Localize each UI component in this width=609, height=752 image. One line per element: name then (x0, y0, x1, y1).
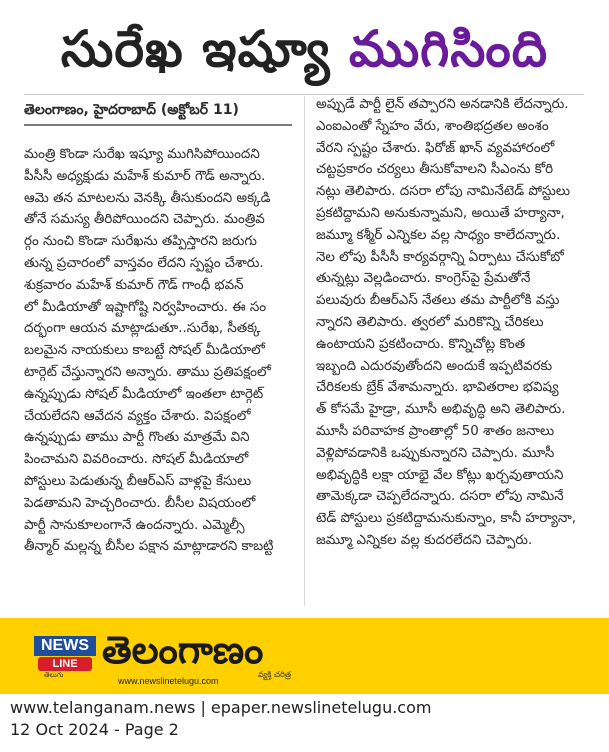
article-line: తున్న ప్రచారంలో వాస్తవం లేదని స్పష్టం చేశారు. (24, 255, 264, 271)
footer-date-page: 12 Oct 2024 - Page 2 (10, 720, 179, 739)
article-headline (0, 8, 609, 90)
article-line: చేరికలకు బ్రేక్ వేశామన్నారు. భావితరాల భవిష్య (316, 380, 559, 396)
article-line: మూసీ పరివాహక ప్రాంతాల్లో 50 శాతం జనాలు (316, 423, 555, 439)
article-line: పెడతామని హెచ్చరించారు. బీసీల విషయంలో (24, 495, 256, 511)
article-line: ఉంటాయని ప్రకటించారు. కొన్నిచోట్ల కొంత (316, 336, 526, 352)
article-line: అభివృద్ధికి లక్షా యాభై వేల కోట్లు ఖర్చవుతాయని (316, 467, 564, 483)
article-line: చట్టప్రకారం చర్యలు తీసుకోవాలని సీఎంను కోరి (316, 162, 554, 178)
article-line: ఎంఐఎంతో స్నేహం వేరు, శాంతిభద్రతల అంశం (316, 118, 549, 134)
logo-sub-text: తెలుగు (44, 671, 64, 679)
article-line: ప్రకటిద్దామని అనుకున్నామని, అయితే హర్యానా, (316, 205, 565, 221)
article-line: మంత్రి కొండా సురేఖ ఇష్యూ ముగిసిపోయిందని (24, 147, 260, 162)
article-line: తోనే సమస్య తీరిపోయిందని చెప్పారు. మంత్రివ (24, 212, 265, 228)
brand-tagline: వ్యక్తి చరిత్ర (258, 670, 292, 679)
article-line: ఉన్నప్పుడు సోషల్ మీడియాలో ఇంతలా టార్గెట్ (24, 386, 264, 402)
article-line: దర్భంగా ఆయన మాట్లాడుతూ..సురేఖ, సీతక్క (24, 321, 261, 337)
article-line: న్నారని తెలిపారు. త్వరలో మరికొన్ని చేరికలు (316, 314, 544, 330)
brand-url: www.newslinetelugu.com (118, 676, 219, 686)
article-line: పార్టీ సానుకూలంగానే ఉందన్నారు. ఎమ్మెల్సీ (24, 517, 245, 533)
article-line: టార్గెట్ చేస్తున్నారని అన్నారు. తాము ప్రతిపక్షంలో (24, 364, 271, 380)
article-line: ఆమె తన మాటలను వెనక్కి తీసుకుందని అక్కడి (24, 190, 271, 206)
article-column-right (316, 94, 594, 552)
article-line: తామెక్కడా చెప్పలేదన్నారు. దసరా లోపు నామినే (316, 489, 564, 505)
article-line: త్ కోసమే హైడ్రా, మూసీ అభివృద్ధి అని తెలిపారు. (316, 402, 566, 418)
article-line: పలువురు బీఆర్ఎస్ నేతలు తమ పార్టీలోకి వస్తు (316, 293, 560, 309)
headline-part-2: ముగిసింది (348, 20, 549, 78)
article-line: బలమైన నాయకులు కాబట్టే సోషల్ మీడియాలో (24, 343, 265, 359)
footer-links: www.telanganam.news | epaper.newslinetelugu.com (10, 698, 432, 717)
article-column-left (24, 144, 294, 558)
article-line: లో మీడియాతో ఇష్టాగోష్టి నిర్వహించారు. ఈ సం (24, 299, 267, 315)
article-line: పోస్టులు పెడుతున్న బీఆర్ఎస్ వాళ్లపై కేసులు (24, 473, 252, 489)
article-line: టెడ్ పోస్టులు ప్రకటిద్దామనుకున్నాం, కానీ హర్యానా, (316, 511, 577, 527)
newsline-logo (34, 636, 96, 679)
column-divider (304, 96, 305, 606)
article-line: వేరని స్పష్టం చేశారు. ఫిరోజ్ ఖాన్ వ్యవహారంలో (316, 140, 555, 156)
article-line: నెల లోపు పీసీసీ కార్యవర్గాన్ని ఏర్పాటు చేసుకోబో (316, 249, 564, 265)
article-line: వెళ్లిపోవడానికి ఒప్పుకున్నారని చెప్పారు. మూసీ (316, 445, 555, 461)
article-line: చేయలేదని ఆవేదన వ్యక్తం చేశారు. విపక్షంలో (24, 408, 251, 424)
headline-part-1: సురేఖ ఇష్యూ (60, 20, 331, 78)
article-line: జమ్మూ కశ్మీర్ ఎన్నికల వల్ల సాధ్యం కాలేదన్నారు. (316, 227, 561, 243)
article-line: పించామని వివరించారు. సోషల్ మీడియాలో (24, 452, 249, 468)
logo-line-text: LINE (38, 657, 92, 671)
dateline-rule (24, 124, 292, 126)
article-line: జమ్మూ ఎన్నికల వల్ల కుదరలేదని చెప్పారు. (316, 532, 533, 548)
article-line: అప్పుడే పార్టీ లైన్ తప్పారని అనడానికి లేదన్నారు. (316, 97, 569, 112)
article-line: పీసీసీ అధ్యక్షుడు మహేశ్ కుమార్ గౌడ్ అన్నారు. (24, 168, 266, 184)
dateline: తెలంగాణం, హైదరాబాద్ (అక్టోబర్ 11) (24, 102, 239, 118)
article-line: తున్నట్లు వెల్లడించారు. కాంగ్రెస్‌పై ప్రేమతోనే (316, 271, 531, 287)
article-line: ఇబ్బంది ఎదురవుతోందని అందుకే ఇప్పటివరకు (316, 358, 553, 374)
article-line: ర్గం నుంచి కొండా సురేఖను తప్పిస్తారని జరుగు (24, 234, 257, 250)
article-line: తీన్మార్ మల్లన్న బీసీల పక్షాన మాట్లాడారని కాబట్టి (24, 539, 274, 555)
article-line: ఉన్నప్పుడు తాము పార్టీ గొంతు మాత్రమే విని (24, 430, 250, 446)
logo-news-text: NEWS (34, 636, 96, 656)
brand-masthead: తెలంగాణం (102, 628, 264, 672)
article-line: శుక్రవారం మహేశ్ కుమార్ గౌడ్ గాంధీ భవన్ (24, 277, 244, 293)
article-line: నట్లు తెలిపారు. దసరా లోపు నామినేటెడ్ పోస్టులు (316, 184, 571, 200)
